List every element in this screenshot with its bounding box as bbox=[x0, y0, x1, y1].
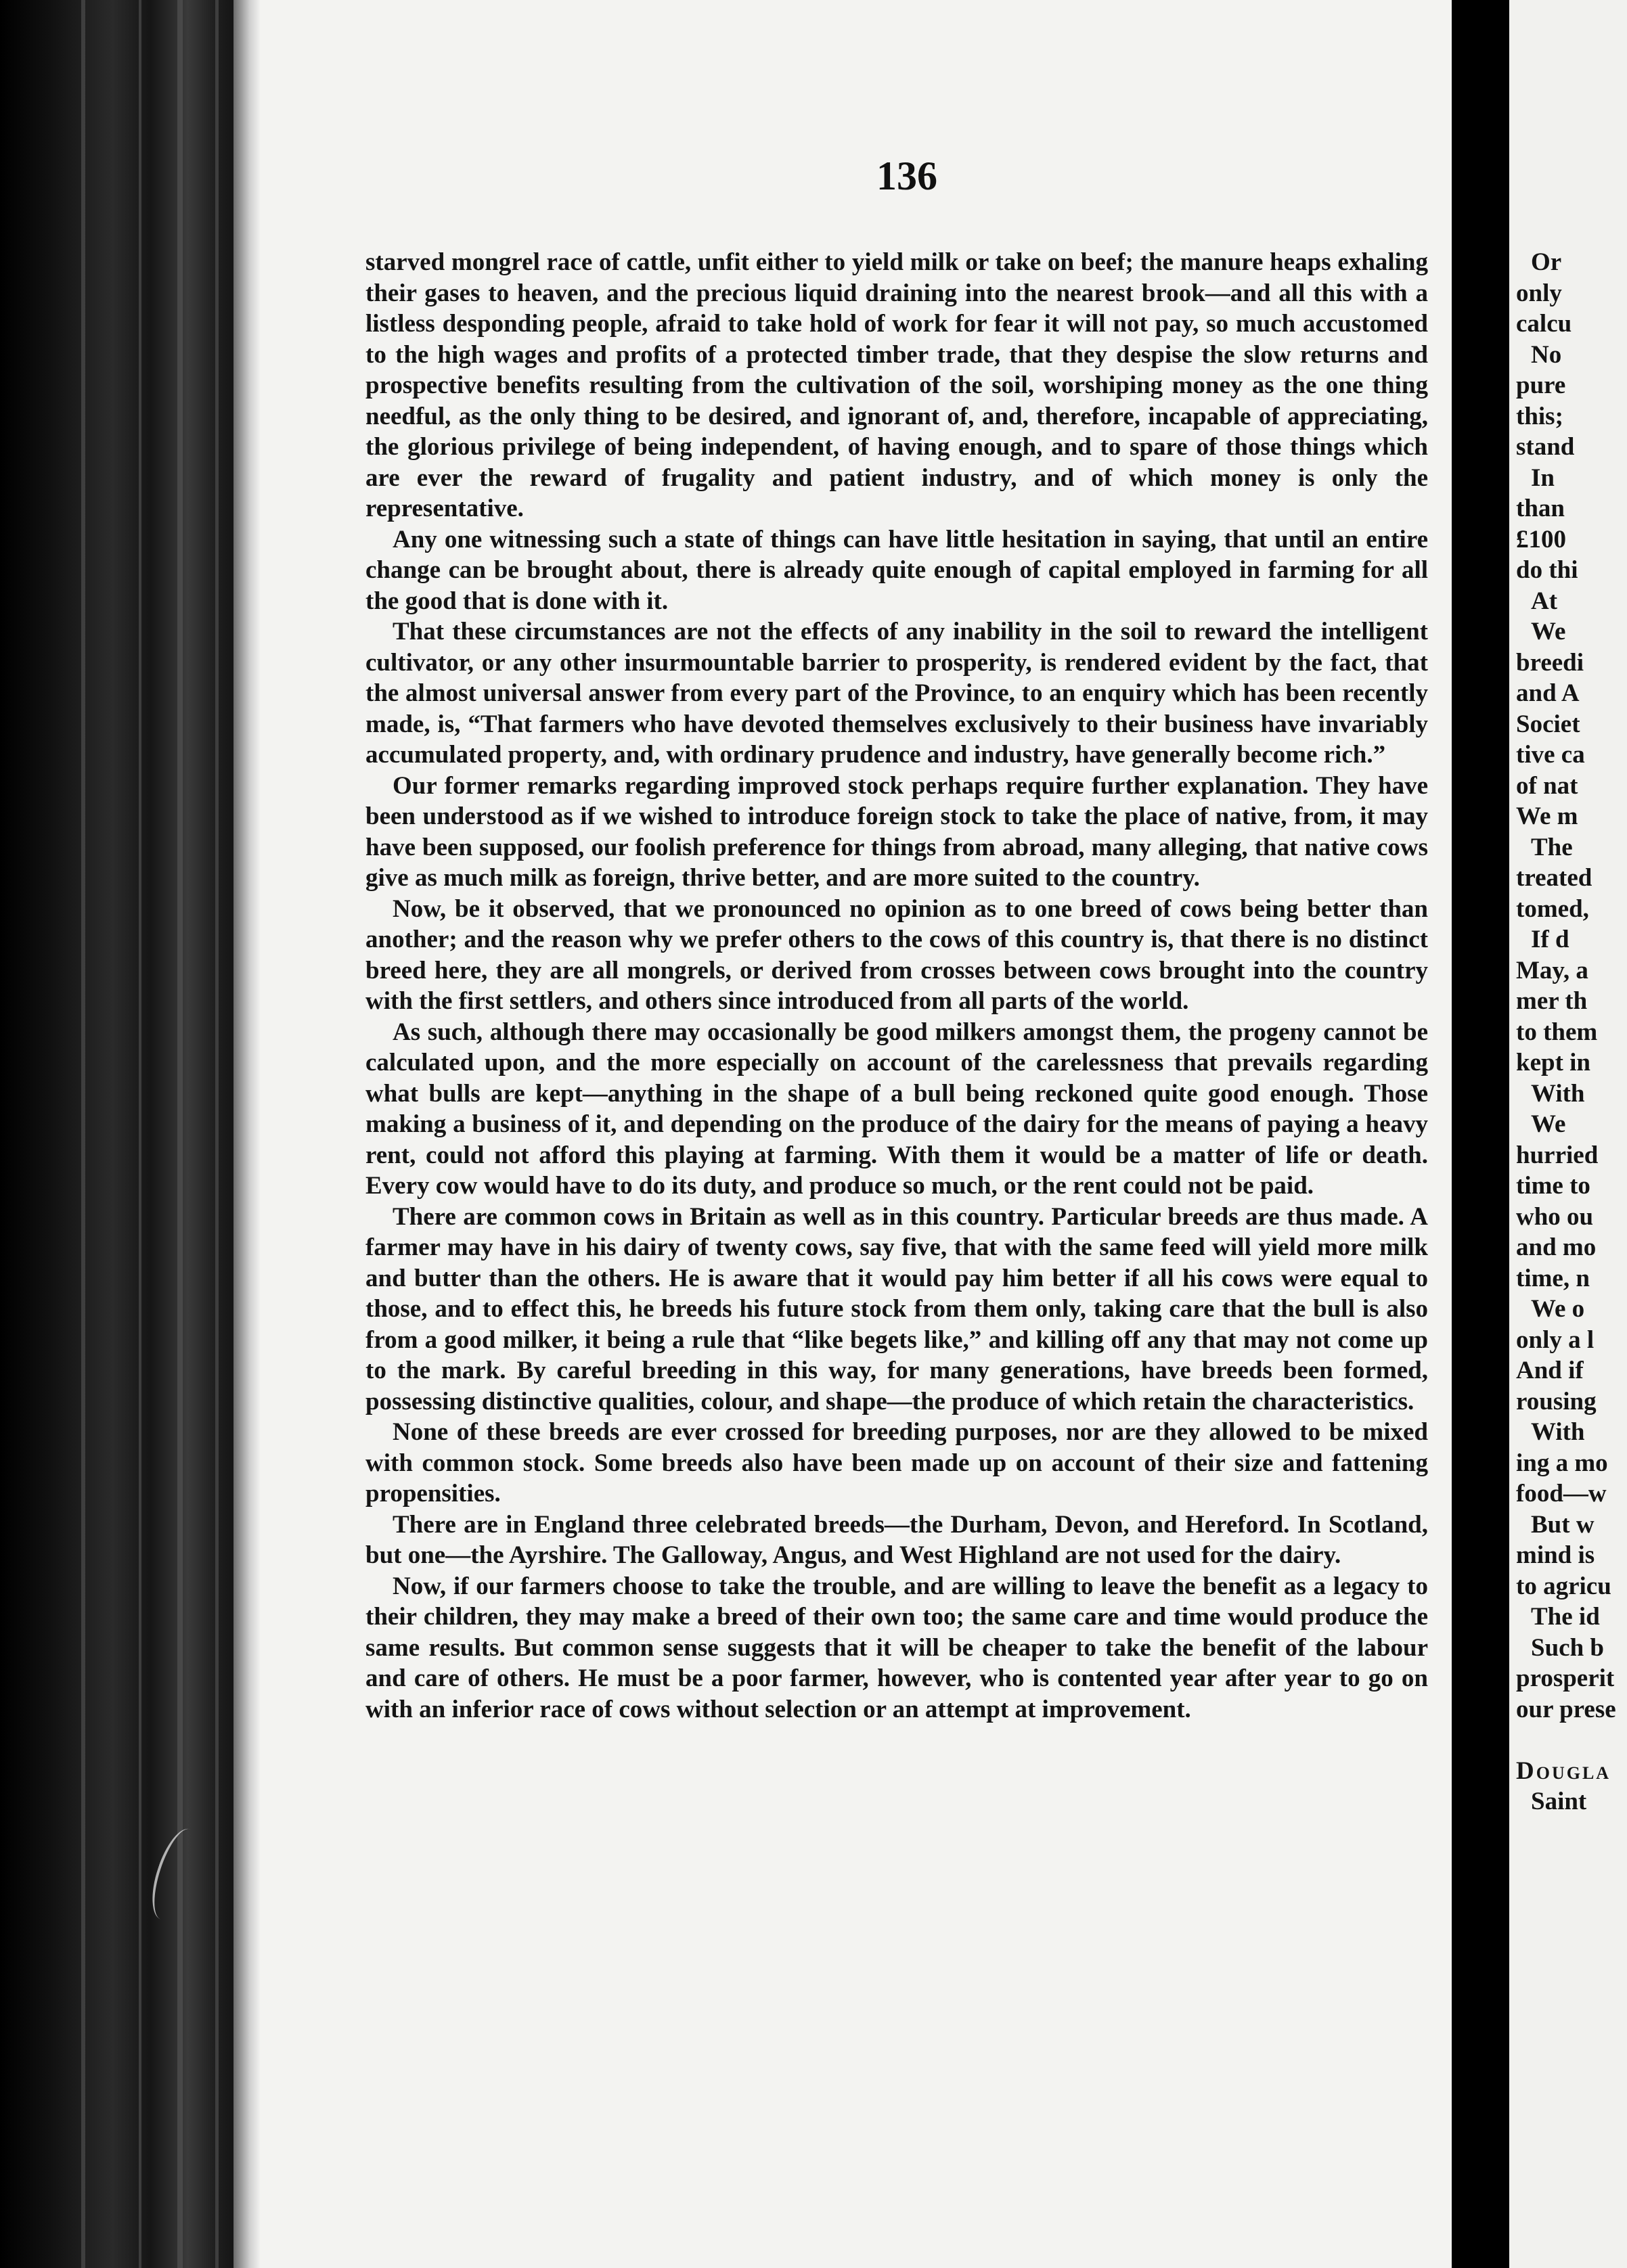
paragraph: Now, if our farmers choose to take the trouble, and are willing to leave the benefit as a legacy to their children, they may make a breed of their own too; the same care and time would produce the same results. But common sense suggests that it will be cheaper to take the benefit of the labour and care of others. He must be a poor farmer, however, who is contented year after year to go on with an inferior race of cows without selection or an attempt at improvement. bbox=[365, 1572, 1428, 1723]
paragraph: starved mongrel race of cattle, unfit either to yield milk or take on beef; the manure heaps exhaling their gases to heaven, and the precious liquid draining into the nearest brook—and all this with a listless desponding people, afraid to take hold of work for fear it will not pay, so much accustomed to the high wages and profits of a protected timber trade, that they despise the slow returns and prospective benefits resulting from the cultivation of the soil, worshiping money as the one thing needful, as the only thing to be desired, and ignorant of, and, therefore, incapable of appreciating, the glorious privilege of being independent, of having enough, and to spare of those things which are ever the reward of frugality and patient industry, and of which money is only the representative. bbox=[365, 248, 1428, 522]
right-page-line: We bbox=[1531, 618, 1566, 645]
right-page-line: But w bbox=[1531, 1510, 1595, 1539]
right-page-line: breedi bbox=[1516, 648, 1584, 677]
paragraph: As such, although there may occasionally be good milkers amongst them, the progeny cannot be calculated upon, and the more especially on account of the carelessness that prevails regarding what bulls are kept—anything in the shape of a bull being reckoned quite good enough. Those making a business of it, and depending on the produce of the dairy for the means of paying a heavy rent, could not afford this playing at farming. With them it would be a matter of life or death. Every cow would have to do its duty, and produce so much, or the rent could not be paid. bbox=[365, 1018, 1428, 1200]
body-text bbox=[365, 247, 1428, 1725]
right-page-line: of nat bbox=[1516, 771, 1578, 800]
right-page-line: And if bbox=[1516, 1357, 1584, 1384]
right-page-line: mer th bbox=[1516, 987, 1588, 1015]
right-page-line: and A bbox=[1516, 679, 1580, 707]
right-page-line: stand bbox=[1516, 433, 1575, 461]
left-page-edge-shadow bbox=[233, 0, 261, 2268]
right-page-line: Societ bbox=[1516, 710, 1580, 738]
right-page-line: who ou bbox=[1516, 1202, 1594, 1231]
right-page-line: The id bbox=[1531, 1603, 1600, 1631]
binding-crease bbox=[177, 0, 183, 2268]
right-page-line: tomed, bbox=[1516, 894, 1589, 923]
right-page-line: ing a mo bbox=[1516, 1449, 1608, 1477]
right-page-spacer bbox=[1516, 1725, 1627, 1756]
page-number: 136 bbox=[876, 154, 937, 198]
right-page-line: and mo bbox=[1516, 1233, 1597, 1261]
binding-crease bbox=[139, 0, 141, 2268]
paragraph: Now, be it observed, that we pronounced no opinion as to one breed of cows being better than another; and the reason why we prefer others to the cows of this country is, that there is no distinct breed here, they are all mongrels, or derived from crosses between cows brought into the country with the first settlers, and others since introduced from all parts of the world. bbox=[365, 894, 1428, 1015]
right-page-line: tive ca bbox=[1516, 741, 1585, 769]
right-page-line: do thi bbox=[1516, 556, 1578, 584]
right-page-line: hurried bbox=[1516, 1141, 1599, 1169]
right-page-signature: Dougla bbox=[1516, 1756, 1611, 1785]
right-page-line: We m bbox=[1516, 802, 1578, 830]
right-page-line: food—w bbox=[1516, 1480, 1607, 1507]
right-page-line: kept in bbox=[1516, 1049, 1591, 1076]
book-binding bbox=[0, 0, 250, 2268]
right-page-line: In bbox=[1531, 463, 1555, 492]
right-page-line: this; bbox=[1516, 402, 1563, 430]
right-page-line: only a l bbox=[1516, 1325, 1595, 1354]
right-page-line: to them bbox=[1516, 1018, 1598, 1046]
right-page-line: We bbox=[1531, 1110, 1566, 1138]
right-page-line: calcu bbox=[1516, 310, 1572, 338]
right-page-line: only bbox=[1516, 279, 1562, 307]
right-page-line: rousing bbox=[1516, 1387, 1597, 1415]
right-page-line: treated bbox=[1516, 864, 1592, 892]
right-page-line: our prese bbox=[1516, 1695, 1616, 1723]
paragraph: Any one witnessing such a state of things can have little hesitation in saying, that until an entire change can be brought about, there is already quite enough of capital employed in farming for all the good that is done with it. bbox=[365, 525, 1428, 615]
right-page-signature-place: Saint bbox=[1531, 1788, 1587, 1815]
binding-crease bbox=[215, 0, 219, 2268]
right-page-line: to agricu bbox=[1516, 1572, 1611, 1600]
right-page-line: than bbox=[1516, 495, 1565, 522]
right-page-line: pure bbox=[1516, 371, 1566, 399]
binding-crease bbox=[81, 0, 85, 2268]
right-page-line: £100 bbox=[1516, 525, 1566, 553]
paragraph: That these circumstances are not the effects of any inability in the soil to reward the intelligent cultivator, or any other insurmountable barrier to prosperity, is rendered evident by the fact, that the almost universal answer from every part of the Province, to an enquiry which has been recently made, is, “That farmers who have devoted themselves exclusively to their business have invariably accumulated property, and, with ordinary prudence and industry, have generally become rich.” bbox=[365, 618, 1428, 769]
right-page-line: Such b bbox=[1531, 1633, 1604, 1662]
right-page-line: mind is bbox=[1516, 1541, 1595, 1569]
right-page-text bbox=[1516, 247, 1627, 1817]
right-page-line: With bbox=[1531, 1418, 1585, 1446]
paragraph: Our former remarks regarding improved stock perhaps require further explanation. They have been understood as if we wished to introduce foreign stock to take the place of native, from, it may have been supposed, our foolish preference for things from abroad, many alleging, that native cows give as much milk as foreign, thrive better, and are more suited to the country. bbox=[365, 771, 1428, 892]
paragraph: There are common cows in Britain as well as in this country. Particular breeds are thus made. A farmer may have in his dairy of twenty cows, say five, that with the same feed will yield more milk and butter than the others. He is aware that it would pay him better if all his cows were equal to those, and to effect this, he breeds his future stock from them only, taking care that the bull is also from a good milker, it being a rule that “like begets like,” and killing off any that may not come up to the mark. By careful breeding in this way, for many generations, have breeds been formed, possessing distinctive qualities, colour, and shape—the produce of which retain the characteristics. bbox=[365, 1202, 1428, 1415]
right-page-line: With bbox=[1531, 1079, 1585, 1108]
right-page-line: time to bbox=[1516, 1172, 1590, 1200]
paragraph: There are in England three celebrated breeds—the Durham, Devon, and Hereford. In Scotland, but one—the Ayrshire. The Galloway, Angus, and West Highland are not used for the dairy. bbox=[365, 1510, 1428, 1569]
right-page-line: prosperit bbox=[1516, 1664, 1615, 1692]
right-page-line: time, n bbox=[1516, 1264, 1590, 1292]
paragraph: None of these breeds are ever crossed for breeding purposes, nor are they allowed to be mixed with common stock. Some breeds also have been made up on account of their size and fattening propensities. bbox=[365, 1418, 1428, 1507]
right-page-line: If d bbox=[1531, 926, 1569, 953]
right-page-line: May, a bbox=[1516, 956, 1588, 984]
right-page-line: The bbox=[1531, 833, 1573, 861]
right-page-line: At bbox=[1531, 587, 1558, 615]
right-page-line: We o bbox=[1531, 1295, 1585, 1323]
right-page-line: No bbox=[1531, 340, 1562, 369]
right-page-line: Or bbox=[1531, 248, 1562, 276]
page-gutter bbox=[1452, 0, 1509, 2268]
